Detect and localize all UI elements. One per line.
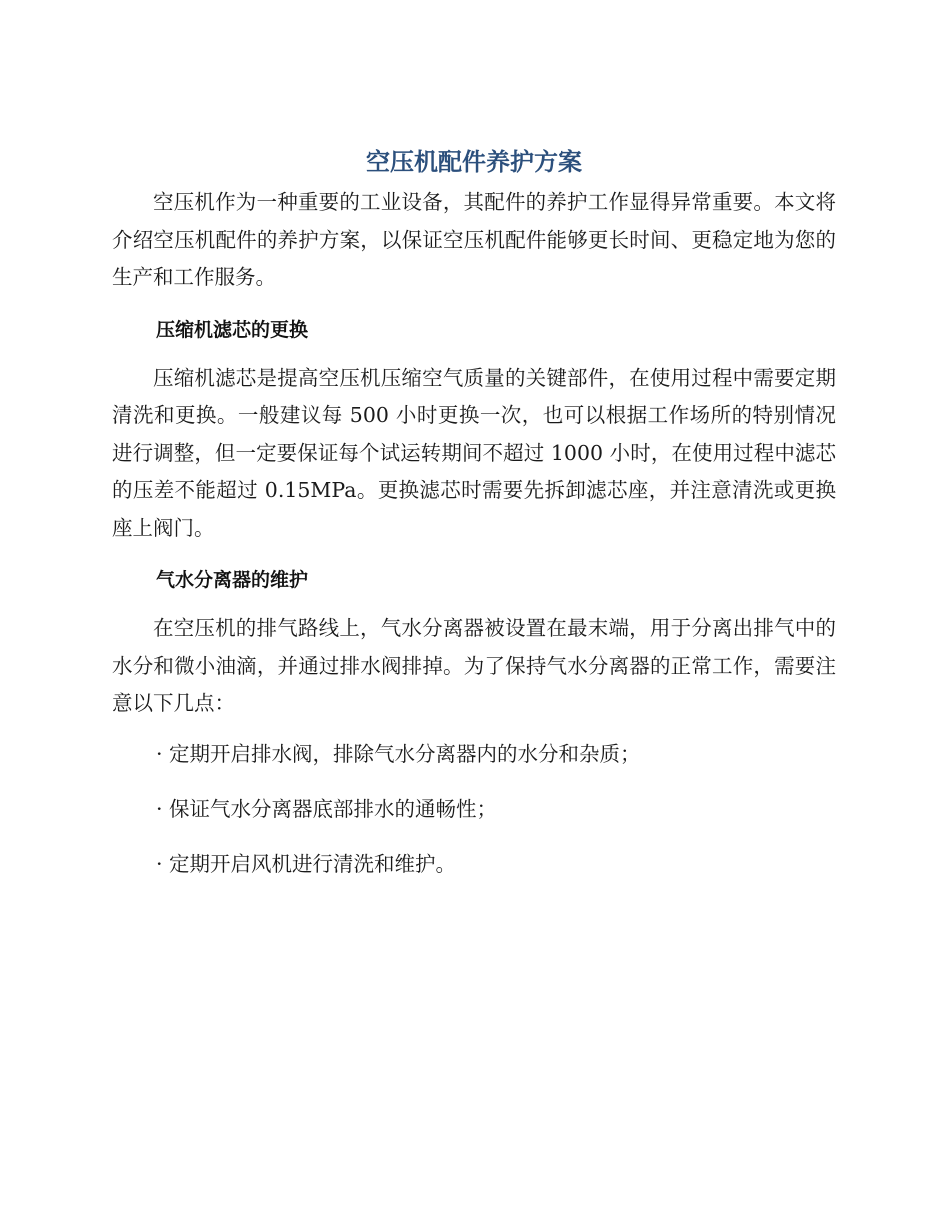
section-heading: 压缩机滤芯的更换 [156,318,309,341]
section-paragraph: 压缩机滤芯是提高空压机压缩空气质量的关键部件，在使用过程中需要定期清洗和更换。一般建议每 500 小时更换一次，也可以根据工作场所的特别情况进行调整，但一定要保证每个试运转期间不超过 1000 小时，在使用过程中滤芯的压差不能超过 0.15MPa。更换滤芯时需要先拆卸滤芯座，并注意清洗或更换座上阀门。 [112,365,836,540]
section-filter-replacement [112,315,836,548]
section-paragraph: 在空压机的排气路线上，气水分离器被设置在最末端，用于分离出排气中的水分和微小油滴，并通过排水阀排掉。为了保持气水分离器的正常工作，需要注意以下几点： [112,616,836,715]
section-separator-maintenance [112,565,836,879]
section-heading: 气水分离器的维护 [156,569,309,591]
document-page [112,140,836,904]
maintenance-list [112,739,836,879]
document-title: 空压机配件养护方案 [366,148,582,176]
list-item: · 保证气水分离器底部排水的通畅性； [156,796,498,821]
list-item: · 定期开启排水阀，排除气水分离器内的水分和杂质； [156,741,641,766]
list-item: · 定期开启风机进行清洗和维护。 [156,851,457,876]
intro-paragraph: 空压机作为一种重要的工业设备，其配件的养护工作显得异常重要。本文将介绍空压机配件的养护方案，以保证空压机配件能够更长时间、更稳定地为您的生产和工作服务。 [112,190,836,289]
